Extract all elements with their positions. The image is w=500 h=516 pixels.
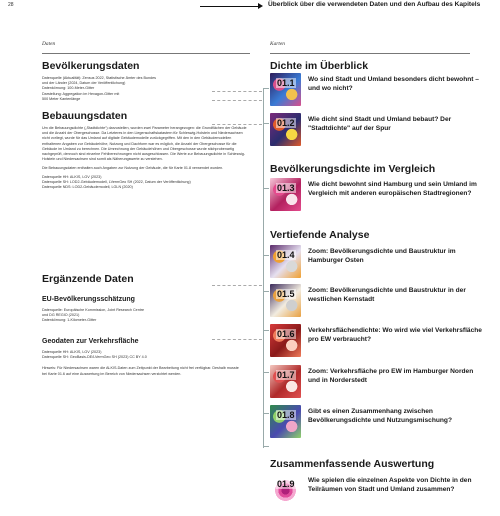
info-line: Darstellung: Aggregation im Hexagon-Gitter mit: [42, 91, 120, 96]
flow-tick: [263, 255, 269, 256]
map-number: 01.8: [277, 410, 295, 420]
connector-line: [212, 285, 262, 286]
map-question: Wie spielen die einzelnen Aspekte von Dichte in den Teilräumen von Stadt und Umland zusammen?: [308, 477, 472, 493]
map-card-01-4[interactable]: [270, 245, 485, 281]
info-line: Datenkörnung: 100-Meter-Gitter: [42, 86, 95, 91]
map-question: Gibt es einen Zusammenhang zwischen Bevölkerungsdichte und Nutzungsmischung?: [308, 408, 452, 424]
map-thumbnail: [270, 284, 301, 317]
header-arrow-icon: [258, 3, 263, 9]
connector-line: [212, 124, 262, 125]
map-question: Wo sind Stadt und Umland besonders dicht bewohnt – und wo nicht?: [308, 76, 479, 92]
map-question: Zoom: Bevölkerungsdichte und Baustruktur im Hamburger Osten: [308, 248, 456, 264]
map-question: Wie dicht bewohnt sind Hamburg und sein Umland im Vergleich mit anderen europäischen Stadtregionen?: [308, 181, 477, 197]
left-column-heading: Daten: [42, 41, 56, 47]
subsection-title-eu: EU-Bevölkerungsschätzung: [42, 296, 135, 303]
right-column-heading: Karten: [270, 41, 285, 47]
map-card-01-5[interactable]: [270, 284, 485, 320]
map-number: 01.5: [277, 289, 295, 299]
section-title-supplementary: Ergänzende Daten: [42, 273, 134, 285]
map-thumbnail: [270, 245, 301, 278]
flow-tick: [263, 446, 269, 447]
map-thumbnail: [270, 324, 301, 357]
population-data-info: [42, 76, 242, 102]
map-card-01-3[interactable]: [270, 178, 485, 214]
flow-tick: [263, 330, 269, 331]
traffic-data-info: [42, 350, 242, 380]
connector-line: [212, 91, 262, 92]
map-number: 01.9: [277, 479, 295, 489]
map-thumbnail: [270, 365, 301, 398]
header-arrow-line: [200, 6, 260, 7]
info-line: Datenquelle HH: ALKIS, LGV (2023): [42, 350, 102, 354]
map-card-01-7[interactable]: [270, 365, 485, 401]
eu-data-info: [42, 308, 242, 324]
map-number: 01.4: [277, 250, 295, 260]
building-paragraph: Um die Bebauungsdichte („Stadtdichte“) darzustellen, wurden zwei Parameter herangezogen: die Grundflächen der Gebäude und die Anzahl der Obergeschosse. Da Letzteres in den Liegenschaftskatastern für Schleswig-Holstein und Niedersachsen nicht vorliegt, wurde für das Umland auf digitale Gebäudemodelle zurückgegriffen. Mit den in den Gebäudemodellen enthaltenen Angaben zur Gebäudehöhe, Nutzung und Dachform war es möglich, die Anzahl der Obergeschosse für die Gebäude im Umland zu berechnen. Die Umrechnung der Gebäudehöhen und Obergeschosse wurde stichprobenartig nachgeprüft, dennoch sind einzelne Fehlberechnungen nicht ausgeschlossen. Die Werte zur Bebauungsdichte in Schleswig-Holstein und Niedersachsen sind somit als Näherungswerte zu verstehen.: [42, 126, 247, 162]
info-line: und der Länder (2024, Datum der Veröffentlichung): [42, 81, 126, 86]
map-thumbnail: [270, 405, 301, 438]
map-number: 01.1: [277, 78, 295, 88]
flow-tick: [263, 123, 269, 124]
map-number: 01.7: [277, 370, 295, 380]
map-thumbnail: [270, 178, 301, 211]
map-card-01-1[interactable]: [270, 73, 485, 109]
section-title-population: Bevölkerungsdaten: [42, 60, 140, 72]
info-line: Datenquelle: Europäische Kommission, Joint Research Centre: [42, 308, 145, 312]
subsection-title-traffic: Geodaten zur Verkehrsfläche: [42, 338, 139, 345]
info-line: 500 Meter Kantenlänge: [42, 96, 81, 101]
info-line: Datenquelle (Aktualität): Zensus 2022, Statistische Ämter des Bundes: [42, 76, 156, 80]
group-title-comparison: Bevölkerungsdichte im Vergleich: [270, 163, 436, 175]
map-thumbnail: [270, 474, 301, 507]
map-number: 01.3: [277, 183, 295, 193]
building-data-info: [42, 126, 247, 194]
building-sources: Datenquelle HH: ALKIS, LGV (2023) Datenquelle SH: LOD2-Gebäudemodell, LVermGeo SH (2022, Datum der Veröffentlichung) Datenquelle NDS: LOD2-Gebäudemodell, LGLN (2020): [42, 174, 191, 190]
traffic-note: Hinweis: Für Niedersachsen waren die ALKIS-Daten zum Zeitpunkt der Bearbeitung nicht frei verfügbar. Deshalb musste bei Karte 01.6 auf eine Auswertung im Bereich von Niedersachsen verzichtet werden.: [42, 366, 239, 376]
section-title-building: Bebauungsdaten: [42, 110, 128, 122]
map-question: Zoom: Verkehrsfläche pro EW im Hamburger Norden und in Norderstedt: [308, 368, 474, 384]
connector-line: [212, 100, 262, 101]
map-card-01-8[interactable]: [270, 405, 485, 441]
left-column-rule: [42, 53, 250, 54]
map-thumbnail: [270, 73, 301, 106]
flow-tick: [263, 88, 269, 89]
flow-tick: [263, 188, 269, 189]
group-title-summary: Zusammenfassende Auswertung: [270, 458, 435, 470]
flow-tick: [263, 291, 269, 292]
map-card-01-9[interactable]: [270, 474, 485, 510]
map-card-01-2[interactable]: [270, 113, 485, 149]
map-card-01-6[interactable]: [270, 324, 485, 360]
info-line: und DG REGIO (2021): [42, 313, 80, 318]
building-usage-note: Die Bebauungsdaten enthalten auch Angaben zur Nutzung der Gebäude, die für Karte 01.8 verwendet wurden.: [42, 165, 224, 170]
map-thumbnail: [270, 113, 301, 146]
flow-tick: [263, 372, 269, 373]
page-number: 28: [8, 2, 14, 8]
map-question: Verkehrsflächendichte: Wo wird wie viel Verkehrsfläche pro EW verbraucht?: [308, 327, 482, 343]
flow-tick: [263, 413, 269, 414]
right-column-rule: [270, 53, 470, 54]
group-title-overview: Dichte im Überblick: [270, 60, 369, 72]
header-title: Überblick über die verwendeten Daten und den Aufbau des Kapitels: [268, 1, 481, 8]
group-title-analysis: Vertiefende Analyse: [270, 229, 370, 241]
flow-line: [263, 88, 264, 448]
info-line: Datenkörnung: 1-Kilometer-Gitter: [42, 318, 97, 323]
map-question: Zoom: Bevölkerungsdichte und Baustruktur in der westlichen Kernstadt: [308, 287, 466, 303]
map-number: 01.2: [277, 118, 295, 128]
info-line: Datenquelle SH: GeoBasis-DE/LVermGeo SH (2023) CC BY 4.0: [42, 355, 147, 360]
map-question: Wie dicht sind Stadt und Umland bebaut? Der "Stadtdichte" auf der Spur: [308, 116, 452, 132]
map-number: 01.6: [277, 329, 295, 339]
connector-line: [212, 339, 262, 340]
